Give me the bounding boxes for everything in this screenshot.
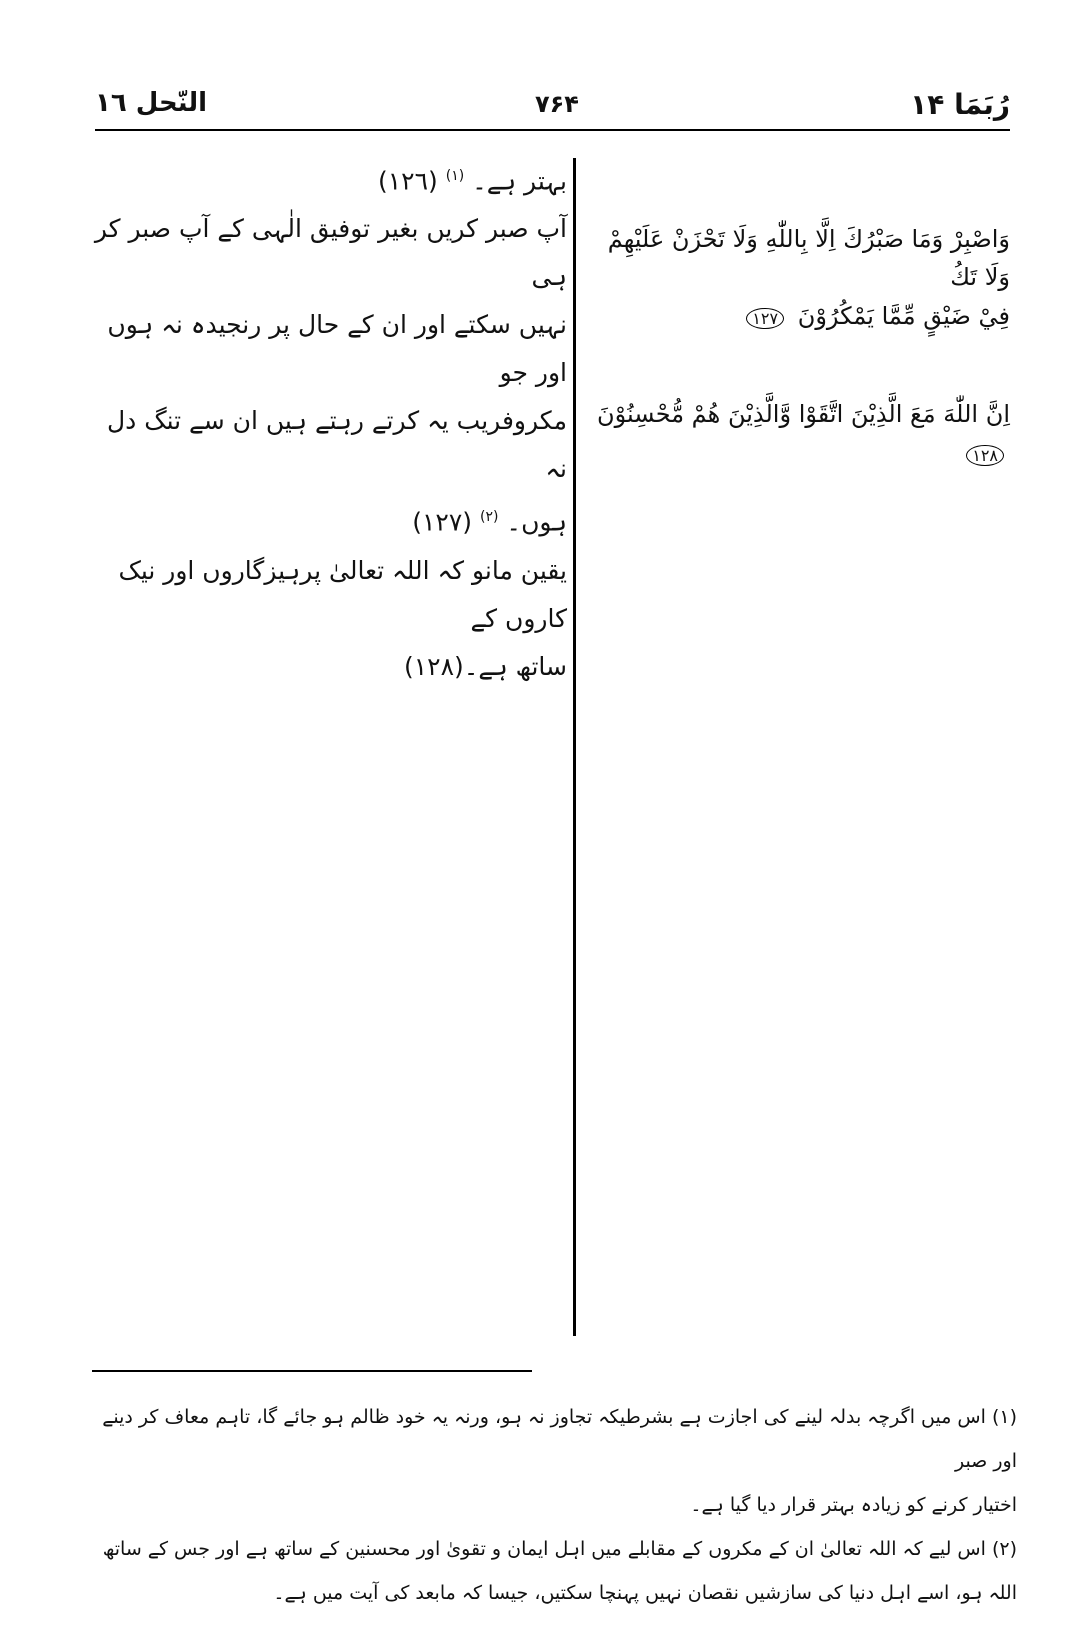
verse-128-marker: ١٢٨ [966, 445, 1004, 466]
page-number: ۷۶۴ [535, 90, 579, 118]
juz-label: رُبَمَا ١۴ [910, 88, 1010, 121]
verse-127-line-2-text: فِيْ ضَيْقٍ مِّمَّا يَمْكُرُوْنَ [797, 301, 1010, 330]
verse-number: (١٢٦) [377, 166, 438, 196]
translation-line: آپ صبر کریں بغیر توفیق الٰہی کے آپ صبر کر ہی [94, 214, 567, 292]
translation-line: مکروفریب یہ کرتے رہتے ہیں ان سے تنگ دل نہ [106, 406, 567, 484]
verse-127-line-1: وَاصْبِرْ وَمَا صَبْرُكَ اِلَّا بِاللّٰهِ وَلَا تَحْزَنْ عَلَيْهِمْ وَلَا تَكُ [607, 225, 1010, 292]
verse-128 [590, 395, 1010, 472]
verse-number: (١٢٧) [412, 507, 473, 537]
translation-text: ہوں۔ [506, 507, 567, 537]
footnote-rule [92, 1370, 532, 1372]
footnotes [82, 1395, 1017, 1615]
header-rule [95, 129, 1010, 131]
urdu-translation-column [92, 152, 567, 691]
translation-line: نہیں سکتے اور ان کے حال پر رنجیدہ نہ ہوں اور جو [107, 310, 567, 388]
translation-line: ساتھ ہے۔(١٢٨) [403, 651, 567, 681]
footnote-1-line-1: (١) اس میں اگرچہ بدلہ لینے کی اجازت ہے بشرطیکہ تجاوز نہ ہو، ورنہ یہ خود ظالم ہو جائے گا، تاہم معاف کر دینے اور صبر [102, 1406, 1017, 1472]
footnote-ref: (١) [445, 168, 465, 184]
footnote-2-line-1: (٢) اس لیے کہ اللہ تعالیٰ ان کے مکروں کے مقابلے میں اہل ایمان و تقویٰ اور محسنین کے ساتھ ہے اور جس کے ساتھ [102, 1538, 1017, 1560]
column-divider [573, 158, 576, 1336]
arabic-text-column [590, 220, 1010, 532]
translation-line [92, 152, 567, 205]
footnote-ref: (٢) [480, 509, 499, 526]
verse-127-marker: ١٢٧ [746, 308, 784, 329]
page-header [95, 82, 1010, 132]
translation-line [92, 493, 567, 546]
verse-127 [590, 220, 1010, 335]
translation-text: بہتر ہے۔ [472, 166, 567, 196]
verse-128-text: اِنَّ اللّٰهَ مَعَ الَّذِيْنَ اتَّقَوْا وَّالَّذِيْنَ هُمْ مُّحْسِنُوْنَ [597, 400, 1010, 429]
verse-127-line-2 [590, 297, 1010, 335]
footnote-1-line-2: اختیار کرنے کو زیادہ بہتر قرار دیا گیا ہے۔ [690, 1494, 1017, 1516]
surah-label: النّحل ١٦ [95, 88, 208, 118]
translation-line: یقین مانو کہ اللہ تعالیٰ پرہیزگاروں اور نیک کاروں کے [118, 555, 567, 633]
footnote-2-line-2: اللہ ہو، اسے اہل دنیا کی سازشیں نقصان نہیں پہنچا سکتیں، جیسا کہ مابعد کی آیت میں ہے۔ [273, 1582, 1017, 1604]
